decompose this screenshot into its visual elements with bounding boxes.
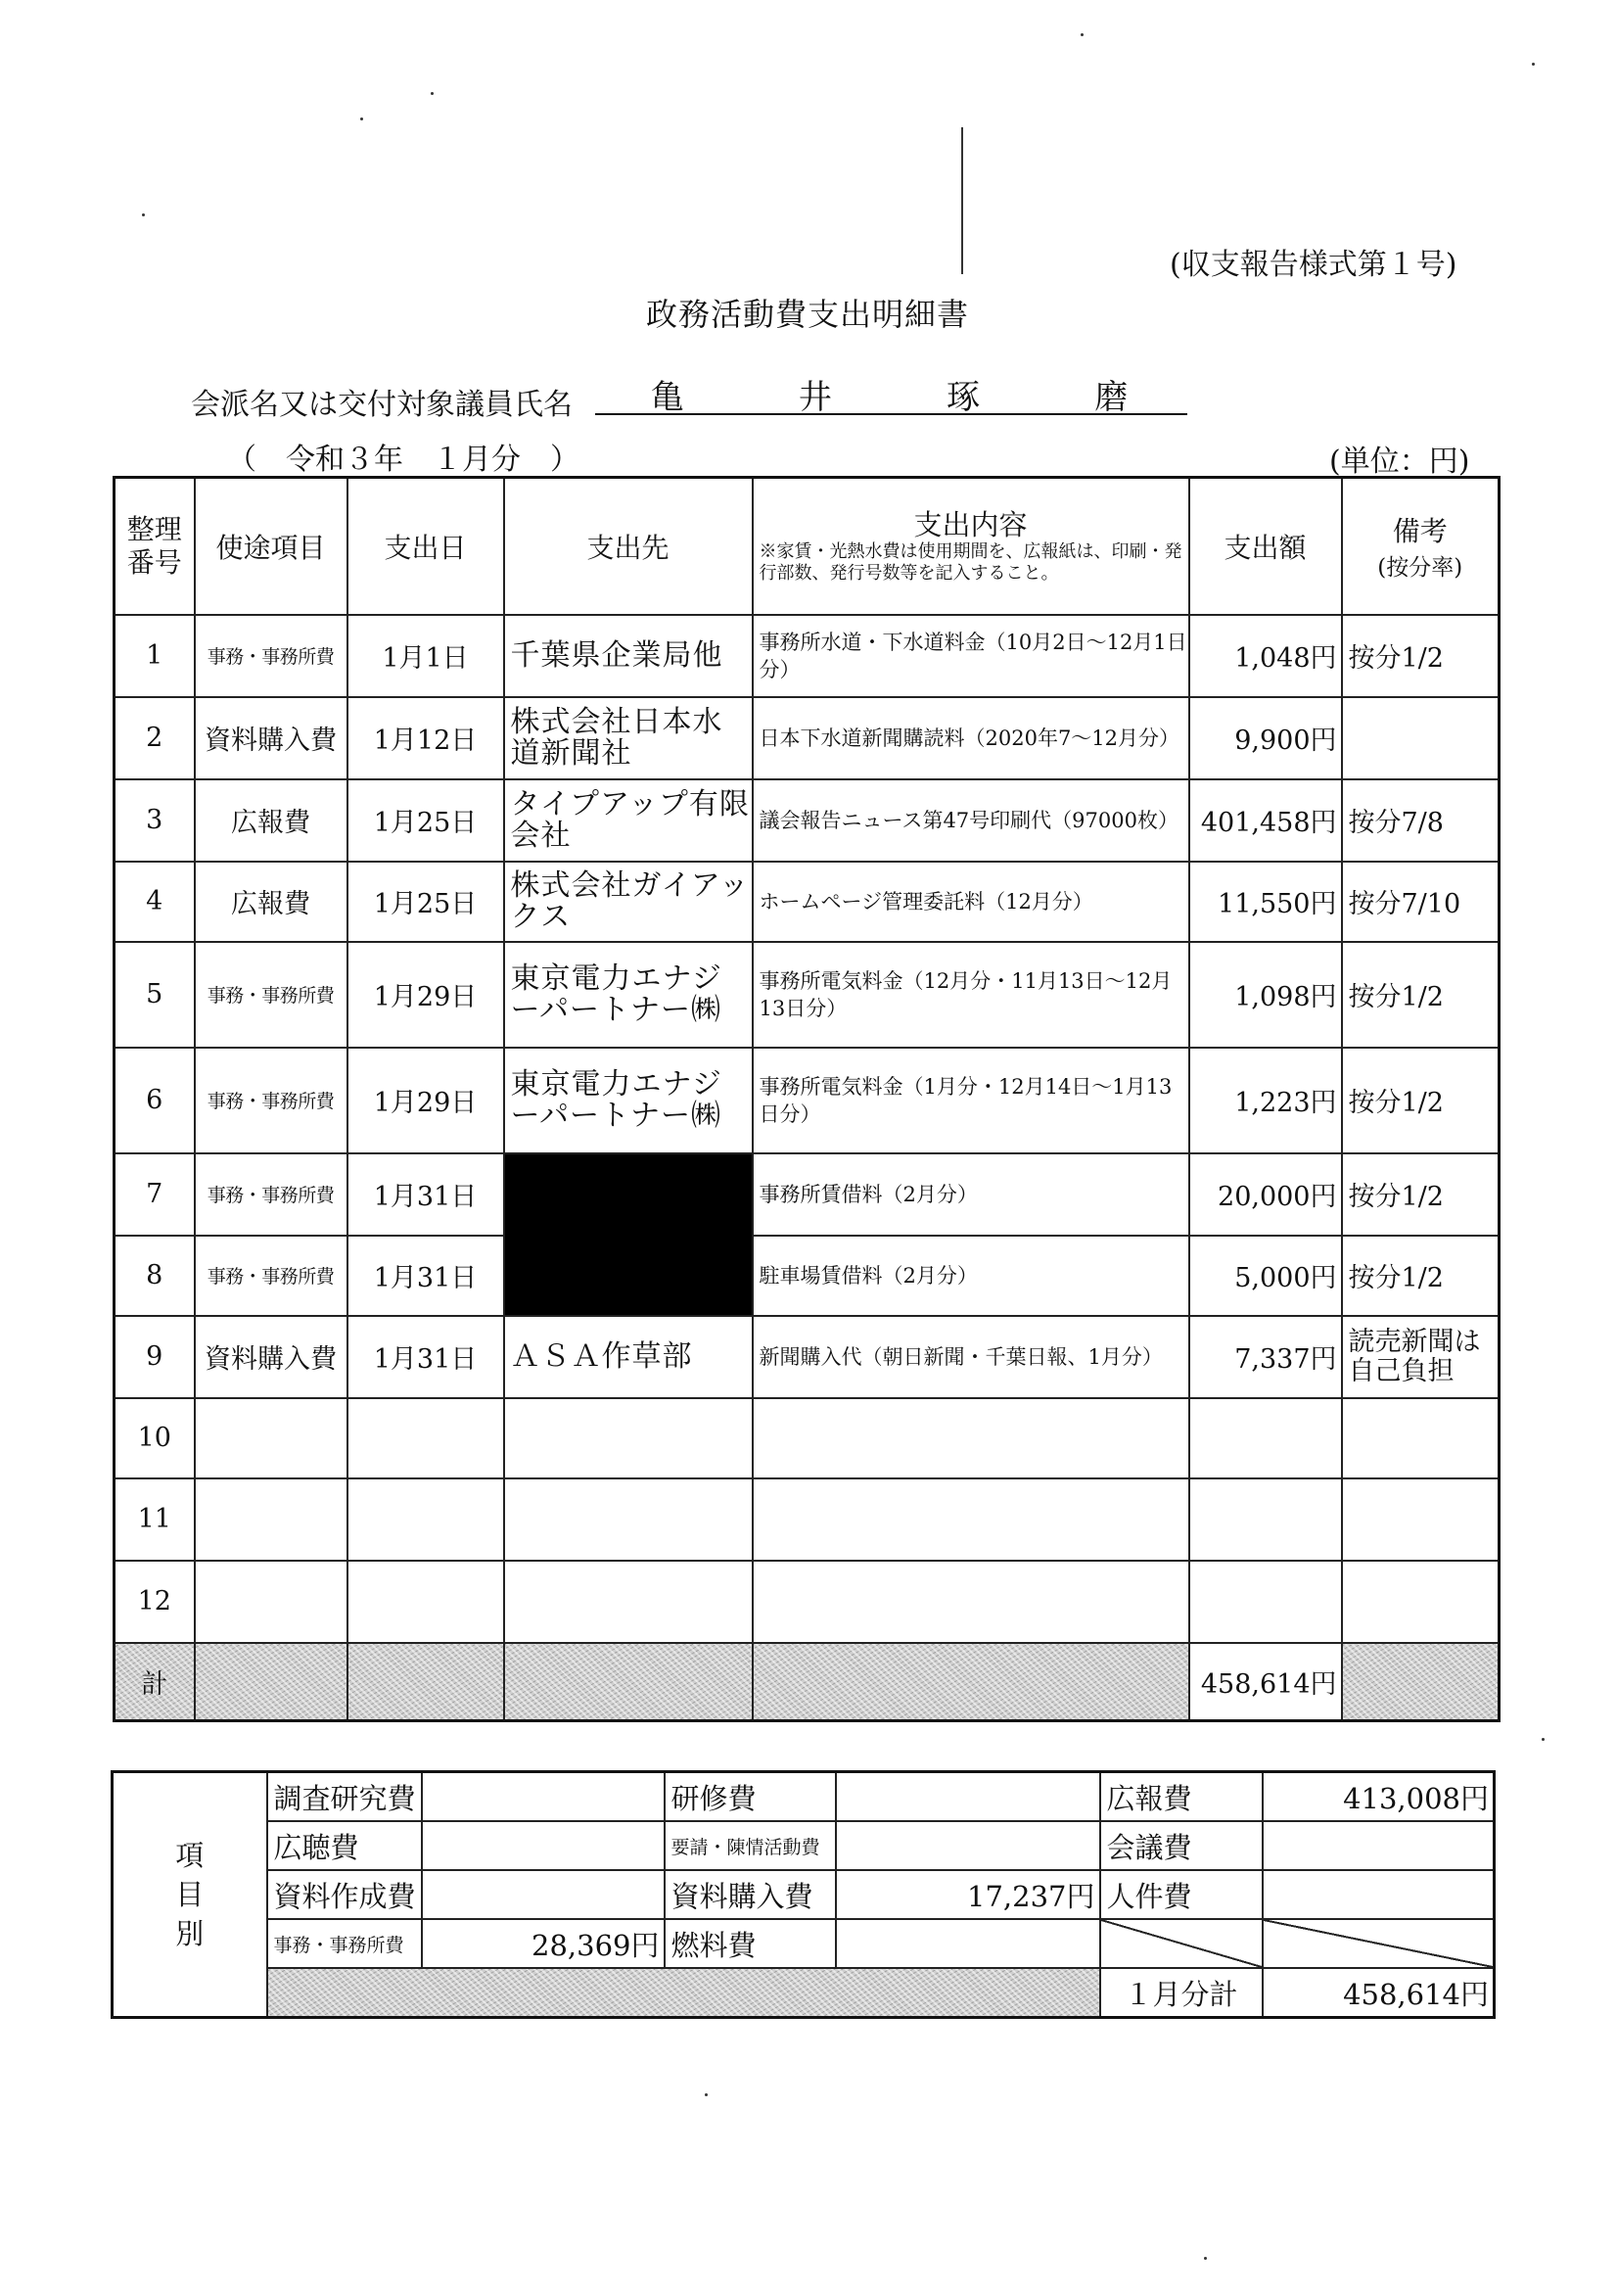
- row-remarks: 按分1/2: [1342, 1236, 1500, 1316]
- row-no: 6: [115, 1048, 195, 1153]
- header-remarks: [1342, 478, 1500, 615]
- table-row: [115, 942, 1500, 1048]
- name-char: 亀: [650, 378, 688, 417]
- row-remarks: 按分7/8: [1342, 779, 1500, 862]
- table-header-row: [115, 478, 1500, 615]
- name-char: 琢: [947, 378, 985, 417]
- row-remarks: 按分1/2: [1342, 615, 1500, 697]
- row-remarks: 按分1/2: [1342, 1048, 1500, 1153]
- row-payee: 東京電力エナジーパートナー㈱: [504, 942, 753, 1048]
- label-hearing: 広聴費: [267, 1821, 422, 1870]
- label-materials-prep: 資料作成費: [267, 1870, 422, 1919]
- row-remarks: 按分1/2: [1342, 1153, 1500, 1236]
- row-item: 事務・事務所費: [195, 1048, 347, 1153]
- row-date: 1月31日: [347, 1316, 504, 1398]
- row-payee: 株式会社ガイアックス: [504, 862, 753, 942]
- row-remarks: 読売新聞は自己負担: [1342, 1316, 1500, 1398]
- row-content: 事務所電気料金（1月分・12月14日～1月13日分）: [753, 1048, 1189, 1153]
- row-payee: タイプアップ有限会社: [504, 779, 753, 862]
- value-petition: [836, 1821, 1100, 1870]
- value-fuel: [836, 1919, 1100, 1968]
- row-remarks: [1342, 697, 1500, 779]
- scan-mark-line: [961, 127, 963, 274]
- name-char: 磨: [1094, 378, 1132, 417]
- label-training: 研修費: [665, 1772, 836, 1822]
- row-date: 1月31日: [347, 1153, 504, 1236]
- row-content: 議会報告ニュース第47号印刷代（97000枚）: [753, 779, 1189, 862]
- report-period: （ 令和３年 １月分 ）: [227, 443, 579, 477]
- label-materials-purchase: 資料購入費: [665, 1870, 836, 1919]
- row-date: 1月12日: [347, 697, 504, 779]
- row-item: 事務・事務所費: [195, 1153, 347, 1236]
- row-content: 事務所賃借料（2月分）: [753, 1153, 1189, 1236]
- row-amount: 401,458円: [1189, 779, 1342, 862]
- value-publicity: 413,008円: [1263, 1772, 1495, 1822]
- document-title: 政務活動費支出明細書: [646, 296, 970, 333]
- row-amount: 1,098円: [1189, 942, 1342, 1048]
- value-meeting: [1263, 1821, 1495, 1870]
- table-row: [115, 862, 1500, 942]
- category-side-label: 項 目 別: [113, 1772, 267, 2018]
- table-row: [115, 779, 1500, 862]
- table-row: [115, 1398, 1500, 1478]
- redacted-payee: [504, 1153, 753, 1316]
- table-row: [115, 1236, 1500, 1316]
- header-content-note: ※家賃・光熱水費は使用期間を、広報紙は、印刷・発行部数、発行号数等を記入すること。: [759, 540, 1182, 584]
- label-meeting: 会議費: [1100, 1821, 1263, 1870]
- header-amount: 支出額: [1189, 478, 1342, 615]
- value-training: [836, 1772, 1100, 1822]
- row-content: 事務所電気料金（12月分・11月13日～12月13日分）: [753, 942, 1189, 1048]
- row-no: 8: [115, 1236, 195, 1316]
- value-materials-purchase: 17,237円: [836, 1870, 1100, 1919]
- row-content: 日本下水道新聞購読料（2020年7～12月分）: [753, 697, 1189, 779]
- row-item: 事務・事務所費: [195, 1236, 347, 1316]
- row-payee: ＡＳＡ作草部: [504, 1316, 753, 1398]
- row-amount: 1,223円: [1189, 1048, 1342, 1153]
- row-no: 5: [115, 942, 195, 1048]
- label-personnel: 人件費: [1100, 1870, 1263, 1919]
- row-amount: 11,550円: [1189, 862, 1342, 942]
- row-item: 資料購入費: [195, 697, 347, 779]
- header-date: 支出日: [347, 478, 504, 615]
- row-amount: 9,900円: [1189, 697, 1342, 779]
- row-amount: 1,048円: [1189, 615, 1342, 697]
- label-fuel: 燃料費: [665, 1919, 836, 1968]
- value-materials-prep: [422, 1870, 665, 1919]
- value-office: 28,369円: [422, 1919, 665, 1968]
- label-month-total: １月分計: [1100, 1968, 1263, 2018]
- row-no: 9: [115, 1316, 195, 1398]
- label-publicity: 広報費: [1100, 1772, 1263, 1822]
- row-no: 4: [115, 862, 195, 942]
- row-item: 広報費: [195, 779, 347, 862]
- name-char: 井: [798, 378, 836, 417]
- row-no: 2: [115, 697, 195, 779]
- total-row: [115, 1643, 1500, 1721]
- row-item: 事務・事務所費: [195, 942, 347, 1048]
- row-no: 3: [115, 779, 195, 862]
- table-row: [115, 1048, 1500, 1153]
- row-date: 1月29日: [347, 1048, 504, 1153]
- header-content: [753, 478, 1189, 615]
- header-no: 整理番号: [115, 478, 195, 615]
- diagonal-blank: [1263, 1919, 1495, 1968]
- value-month-total: 458,614円: [1263, 1968, 1495, 2018]
- table-row: [115, 1478, 1500, 1561]
- value-research: [422, 1772, 665, 1822]
- header-payee: 支出先: [504, 478, 753, 615]
- name-label: 会派名又は交付対象議員氏名: [191, 388, 573, 422]
- table-row: [115, 615, 1500, 697]
- expense-table: [113, 476, 1501, 1722]
- row-content: ホームページ管理委託料（12月分）: [753, 862, 1189, 942]
- table-row: [115, 1316, 1500, 1398]
- label-office: 事務・事務所費: [267, 1919, 422, 1968]
- value-hearing: [422, 1821, 665, 1870]
- unit-label: (単位：円): [1329, 445, 1470, 479]
- header-remarks-sub: (按分率): [1377, 555, 1463, 582]
- row-date: 1月29日: [347, 942, 504, 1048]
- category-summary-table: [111, 1770, 1496, 2019]
- header-item: 使途項目: [195, 478, 347, 615]
- row-payee: 東京電力エナジーパートナー㈱: [504, 1048, 753, 1153]
- row-payee: 千葉県企業局他: [504, 615, 753, 697]
- row-content: 新聞購入代（朝日新聞・千葉日報、1月分）: [753, 1316, 1189, 1398]
- row-amount: 20,000円: [1189, 1153, 1342, 1236]
- row-remarks: 按分7/10: [1342, 862, 1500, 942]
- header-content-title: 支出内容: [913, 507, 1028, 541]
- row-content: 事務所水道・下水道料金（10月2日～12月1日分）: [753, 615, 1189, 697]
- table-row: [115, 697, 1500, 779]
- label-petition: 要請・陳情活動費: [665, 1821, 836, 1870]
- row-no: 1: [115, 615, 195, 697]
- total-amount: 458,614円: [1189, 1643, 1342, 1721]
- row-amount: 7,337円: [1189, 1316, 1342, 1398]
- row-item: 広報費: [195, 862, 347, 942]
- total-label: 計: [115, 1643, 195, 1721]
- shaded-blank: [267, 1968, 1100, 2018]
- header-remarks-title: 備考: [1392, 515, 1448, 548]
- row-no: 12: [115, 1561, 195, 1643]
- row-content: 駐車場賃借料（2月分）: [753, 1236, 1189, 1316]
- row-date: 1月25日: [347, 779, 504, 862]
- row-item: 資料購入費: [195, 1316, 347, 1398]
- row-date: 1月25日: [347, 862, 504, 942]
- row-payee: 株式会社日本水道新聞社: [504, 697, 753, 779]
- value-personnel: [1263, 1870, 1495, 1919]
- form-number: (収支報告様式第１号): [1170, 248, 1457, 282]
- member-name: [595, 370, 1187, 415]
- row-remarks: 按分1/2: [1342, 942, 1500, 1048]
- row-no: 11: [115, 1478, 195, 1561]
- table-row: [115, 1153, 1500, 1236]
- row-date: 1月1日: [347, 615, 504, 697]
- row-no: 10: [115, 1398, 195, 1478]
- row-no: 7: [115, 1153, 195, 1236]
- diagonal-blank: [1100, 1919, 1263, 1968]
- label-research: 調査研究費: [267, 1772, 422, 1822]
- row-amount: 5,000円: [1189, 1236, 1342, 1316]
- row-item: 事務・事務所費: [195, 615, 347, 697]
- row-date: 1月31日: [347, 1236, 504, 1316]
- table-row: [115, 1561, 1500, 1643]
